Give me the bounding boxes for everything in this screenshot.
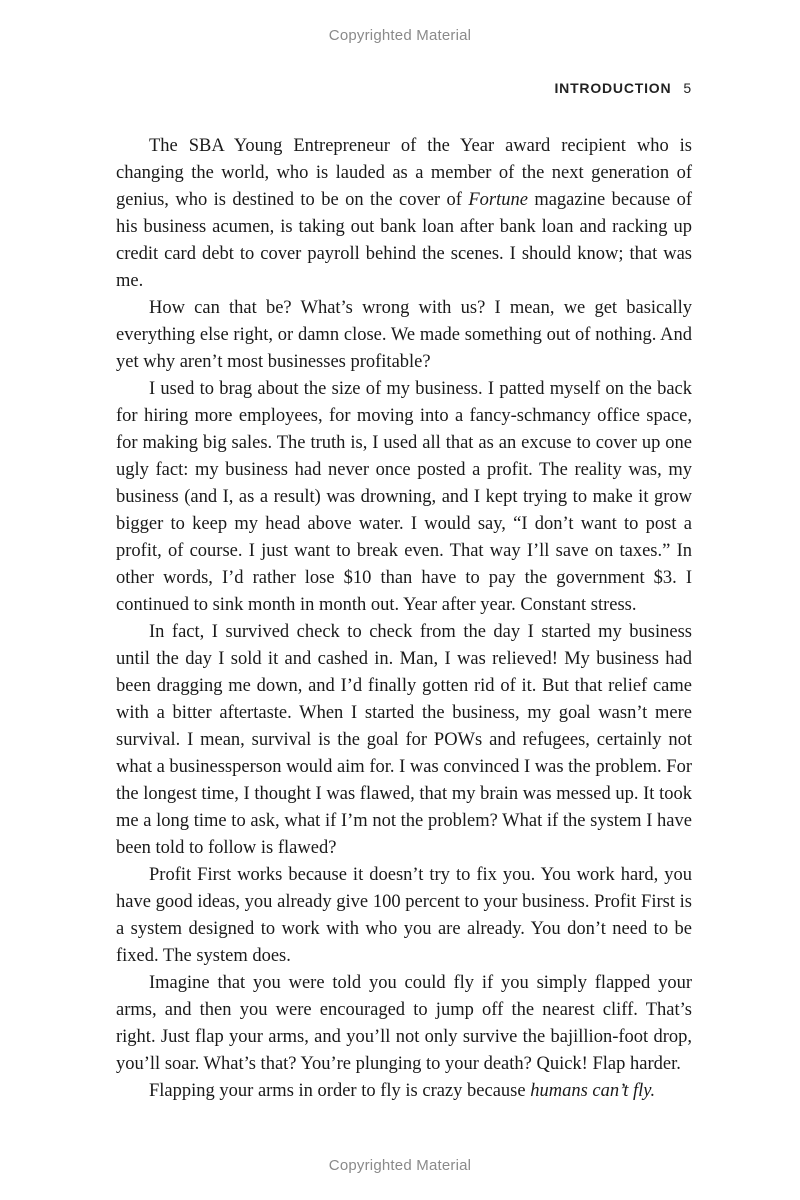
paragraph-7-emphasis: humans can’t fly.	[530, 1081, 656, 1101]
paragraph-7-start: Flapping your arms in order to fly is crazy because	[149, 1081, 531, 1101]
paragraph-4: In fact, I survived check to check from the day I started my business until the day I sold it and cashed in. Man, I was relieved! My business had been dragging me down, and I’d finally gotten rid of it. But that relief came with a bitter aftertaste. When I started the business, my goal wasn’t mere survival. I mean, survival is the goal for POWs and refugees, certainly not what a businessperson would aim for. I was convinced I was the problem. For the longest time, I thought I was flawed, that my brain was messed up. It took me a long time to ask, what if I’m not the problem? What if the system I have been told to follow is flawed?	[116, 622, 692, 858]
paragraph-6: Imagine that you were told you could fly if you simply flapped your arms, and then you were encouraged to jump off the nearest cliff. That’s right. Just flap your arms, and you’ll not only survive the bajillion-foot drop, you’ll soar. What’s that? You’re plunging to your death? Quick! Flap harder.	[116, 973, 692, 1074]
paragraph-1	[116, 133, 692, 295]
paragraph-2: How can that be? What’s wrong with us? I mean, we get basically everything else right, or damn close. We made something out of nothing. And yet why aren’t most businesses profitable?	[116, 298, 692, 372]
watermark-bottom: Copyrighted Material	[328, 1157, 472, 1174]
magazine-title: Fortune	[468, 190, 528, 210]
section-title: INTRODUCTION	[554, 80, 672, 96]
body-text	[116, 133, 692, 1105]
paragraph-1-end: magazine because of his business acumen, is taking out bank loan after bank loan and racking up credit card debt to cover payroll behind the scenes. I should know; that was me.	[116, 190, 692, 291]
paragraph-1-start: The SBA Young Entrepreneur of the Year award recipient who is changing the world, who is lauded as a member of the next generation of genius, who is destined to be on the cover of	[116, 136, 692, 210]
paragraph-3: I used to brag about the size of my business. I patted myself on the back for hiring more employees, for moving into a fancy-schmancy office space, for making big sales. The truth is, I used all that as an excuse to cover up one ugly fact: my business had never once posted a profit. The reality was, my business (and I, as a result) was drowning, and I kept trying to make it grow bigger to keep my head above water. I would say, “I don’t want to post a profit, of course. I just want to break even. That way I’ll save on taxes.” In other words, I’d rather lose $10 than have to pay the government $3. I continued to sink month in month out. Year after year. Constant stress.	[116, 379, 692, 615]
paragraph-7	[116, 1078, 692, 1105]
watermark-top: Copyrighted Material	[328, 27, 472, 44]
paragraph-5: Profit First works because it doesn’t try to fix you. You work hard, you have good ideas, you already give 100 percent to your business. Profit First is a system designed to work with who you are already. You don’t need to be fixed. The system does.	[116, 865, 692, 966]
running-head	[554, 80, 692, 96]
page-number: 5	[683, 80, 692, 96]
